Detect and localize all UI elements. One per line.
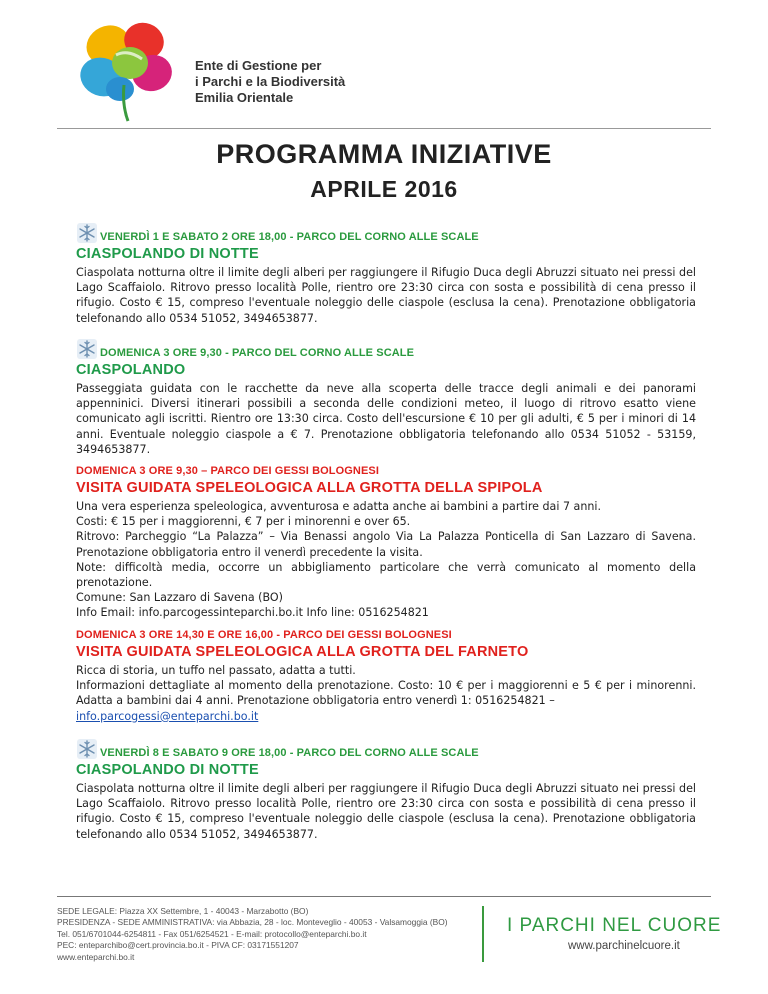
event-description: Ciaspolata notturna oltre il limite degli alberi per raggiungere il Rifugio Duca degli Abruzzi situato nei pressi del Lago Scaffaiolo. Ritrovo presso località Polle, rientro ore 23:30 circa con sosta e possibilità di cena presso il rifugio. Costo € 15, compreso l'eventuale noleggio delle ciaspole (esclusa la cena). Prenotazione obbligatoria telefonando allo 0534 51052, 3494653877. xyxy=(76,266,696,325)
event-title: VISITA GUIDATA SPELEOLOGICA ALLA GROTTA DEL FARNETO xyxy=(76,644,529,660)
desc-line xyxy=(76,678,696,724)
event-date: DOMENICA 3 ORE 9,30 – PARCO DEI GESSI BOLOGNESI xyxy=(76,465,379,477)
event-description xyxy=(76,663,696,724)
footer-line: Tel. 051/6701044-6254811 - Fax 051/6254521 - E-mail: protocollo@enteparchi.bo.it xyxy=(57,928,367,939)
footer-line: PEC: enteparchibo@cert.provincia.bo.it - PIVA CF: 03171551207 xyxy=(57,940,299,951)
desc-line: Costi: € 15 per i maggiorenni, € 7 per i minorenni e over 65. xyxy=(76,515,411,529)
email-link[interactable]: info.parcogessi@enteparchi.bo.it xyxy=(76,709,259,723)
event-item xyxy=(76,628,696,724)
event-item xyxy=(76,464,696,621)
park-logo xyxy=(72,15,182,123)
desc-line: Comune: San Lazzaro di Savena (BO) xyxy=(76,591,283,605)
header-divider xyxy=(57,128,711,129)
event-title: CIASPOLANDO xyxy=(76,362,186,378)
snowflake-icon xyxy=(76,222,98,244)
desc-text: Informazioni dettagliate al momento della prenotazione. Costo: 10 € per i maggiorenni e 5 € per i minorenni. Adatta a bambini dai 4 anni. Prenotazione obbligatoria entro venerdì 1: 0516254821 – xyxy=(76,679,696,708)
event-description xyxy=(76,499,696,621)
footer-contacts xyxy=(57,906,448,963)
desc-line: Info Email: info.parcogessinteparchi.bo.it Info line: 0516254821 xyxy=(76,606,429,620)
event-item xyxy=(76,736,696,842)
org-line: Ente di Gestione per xyxy=(195,58,322,73)
event-header xyxy=(76,336,696,360)
event-header xyxy=(76,220,696,244)
desc-line: Una vera esperienza speleologica, avventurosa e adatta anche ai bambini a partire dai 7 anni. xyxy=(76,500,602,513)
footer-line: SEDE LEGALE: Piazza XX Settembre, 1 - 40043 - Marzabotto (BO) xyxy=(57,906,309,916)
event-item xyxy=(76,336,696,457)
event-title: VISITA GUIDATA SPELEOLOGICA ALLA GROTTA DELLA SPIPOLA xyxy=(76,480,543,496)
desc-line: Note: difficoltà media, occorre un abbigliamento particolare che verrà comunicato al momento della prenotazione. xyxy=(76,560,696,590)
event-header xyxy=(76,628,696,642)
event-header xyxy=(76,464,696,478)
title-line: PROGRAMMA INIZIATIVE xyxy=(216,139,552,169)
footer-divider xyxy=(57,896,711,897)
event-date: VENERDÌ 8 E SABATO 9 ORE 18,00 - PARCO DEL CORNO ALLE SCALE xyxy=(100,747,479,759)
title-line: APRILE 2016 xyxy=(310,176,458,202)
event-date: VENERDÌ 1 E SABATO 2 ORE 18,00 - PARCO DEL CORNO ALLE SCALE xyxy=(100,231,479,243)
event-item xyxy=(76,220,696,326)
snowflake-icon xyxy=(76,738,98,760)
event-date: DOMENICA 3 ORE 14,30 E ORE 16,00 - PARCO DEI GESSI BOLOGNESI xyxy=(76,629,452,641)
event-description: Passeggiata guidata con le racchette da neve alla scoperta delle tracce degli animali e dei panorami appenninici. Diversi itinerari possibili a seconda delle condizioni meteo, il luogo di ritrovo esatto viene comunicato agli iscritti. Rientro ore 13:30 circa. Costo dell'escursione € 10 per gli adulti, € 5 per i minori di 14 anni. Eventuale noleggio ciaspole a € 7. Prenotazione obbligatoria telefonando allo 0534 51052 - 53159, 3494653877. xyxy=(76,382,696,456)
event-title: CIASPOLANDO DI NOTTE xyxy=(76,762,259,778)
event-header xyxy=(76,736,696,760)
brand-url: www.parchinelcuore.it xyxy=(568,940,680,952)
snowflake-icon xyxy=(76,338,98,360)
footer-line: PRESIDENZA - SEDE AMMINISTRATIVA: via Abbazia, 28 - loc. Monteveglio - 40053 - Valsamoggia (BO) xyxy=(57,917,448,928)
footer-vertical-divider xyxy=(482,906,484,962)
footer-line: www.enteparchi.bo.it xyxy=(57,951,135,962)
org-line: Emilia Orientale xyxy=(195,90,294,105)
event-title: CIASPOLANDO DI NOTTE xyxy=(76,246,259,262)
brand-name: I PARCHI NEL CUORE xyxy=(507,915,722,936)
organization-name xyxy=(195,58,345,106)
desc-line: Ricca di storia, un tuffo nel passato, adatta a tutti. xyxy=(76,664,356,677)
event-description: Ciaspolata notturna oltre il limite degli alberi per raggiungere il Rifugio Duca degli Abruzzi situato nei pressi del Lago Scaffaiolo. Ritrovo presso località Polle, rientro ore 23:30 circa con sosta e possibilità di cena presso il rifugio. Costo € 15, compreso l'eventuale noleggio delle ciaspole (esclusa la cena). Prenotazione obbligatoria telefonando allo 0534 51052, 3494653877. xyxy=(76,782,696,841)
page-title xyxy=(0,138,768,204)
org-line: i Parchi e la Biodiversità xyxy=(195,74,346,89)
desc-line: Ritrovo: Parcheggio “La Palazza” – Via Benassi angolo Via La Palazza Ponticella di San Lazzaro di Savena. Prenotazione obbligatoria entro il venerdì precedente la visita. xyxy=(76,530,696,559)
event-date: DOMENICA 3 ORE 9,30 - PARCO DEL CORNO ALLE SCALE xyxy=(100,347,415,359)
